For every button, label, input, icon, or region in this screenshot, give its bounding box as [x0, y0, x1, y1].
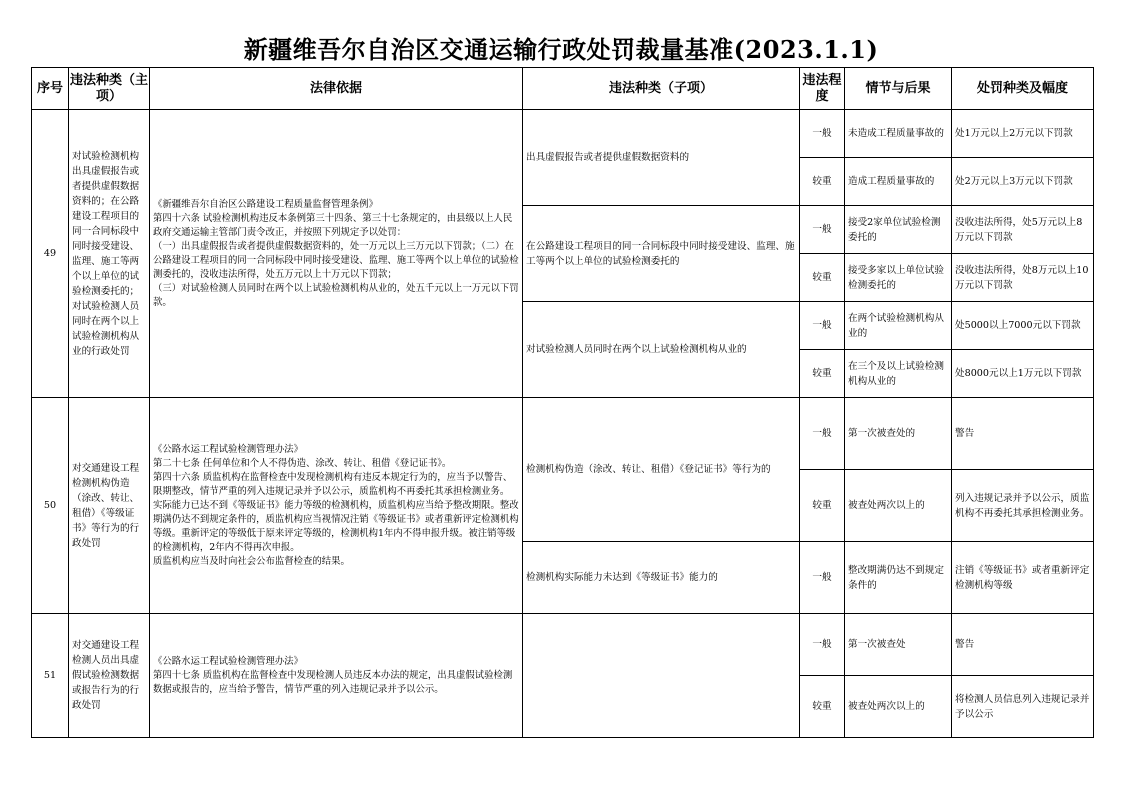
sub-type-cell: 检测机构实际能力未达到《等级证书》能力的 [523, 542, 800, 614]
degree-cell: 一般 [800, 614, 845, 676]
header-degree: 违法程度 [800, 68, 845, 110]
penalty-cell: 处1万元以上2万元以下罚款 [952, 110, 1094, 158]
degree-cell: 较重 [800, 470, 845, 542]
sub-type-cell [523, 614, 800, 738]
degree-cell: 一般 [800, 398, 845, 470]
penalty-cell: 没收违法所得，处8万元以上10万元以下罚款 [952, 254, 1094, 302]
penalty-cell: 处2万元以上3万元以下罚款 [952, 158, 1094, 206]
circumstance-cell: 整改期满仍达不到规定条件的 [845, 542, 952, 614]
legal-basis-cell: 《公路水运工程试验检测管理办法》 第四十七条 质监机构在监督检查中发现检测人员违反本办法的规定，出具虚假试验检测数据或报告的，应当给予警告，情节严重的列入违规记录并予以公示。 [150, 614, 523, 738]
circumstance-cell: 第一次被查处的 [845, 398, 952, 470]
circumstance-cell: 未造成工程质量事故的 [845, 110, 952, 158]
table-row [32, 110, 1094, 158]
penalty-cell: 处8000元以上1万元以下罚款 [952, 350, 1094, 398]
penalty-cell: 处5000以上7000元以下罚款 [952, 302, 1094, 350]
penalty-table [31, 67, 1094, 738]
table-row [32, 398, 1094, 470]
penalty-cell: 注销《等级证书》或者重新评定检测机构等级 [952, 542, 1094, 614]
circumstance-cell: 在两个试验检测机构从业的 [845, 302, 952, 350]
page-title: 新疆维吾尔自治区交通运输行政处罚裁量基准(2023.1.1) [243, 35, 879, 64]
circumstance-cell: 造成工程质量事故的 [845, 158, 952, 206]
legal-basis-cell: 《新疆维吾尔自治区公路建设工程质量监督管理条例》 第四十六条 试验检测机构违反本条例第三十四条、第三十七条规定的，由县级以上人民政府交通运输主管部门责令改正，并按照下列规定予以处罚： （一）出具虚假报告或者提供虚假数据资料的，处一万元以上三万元以下罚款；（二）在公路建设工程项目的同一合同标段中同时接受建设、监理、施工等两个以上单位的试验检测委托的，没收违法所得，处五万元以上十万元以下罚款； （三）对试验检测人员同时在两个以上试验检测机构从业的，处五千元以上一万元以下罚款。 [150, 110, 523, 398]
penalty-cell: 警告 [952, 614, 1094, 676]
degree-cell: 较重 [800, 158, 845, 206]
header-sub-type: 违法种类（子项） [523, 68, 800, 110]
header-penalty: 处罚种类及幅度 [952, 68, 1094, 110]
header-circumstances: 情节与后果 [845, 68, 952, 110]
sub-type-cell: 对试验检测人员同时在两个以上试验检测机构从业的 [523, 302, 800, 398]
circumstance-cell: 接受2家单位试验检测委托的 [845, 206, 952, 254]
degree-cell: 一般 [800, 302, 845, 350]
header-no: 序号 [32, 68, 69, 110]
row-number: 50 [32, 398, 69, 614]
main-type-cell: 对试验检测机构出具虚假报告或者提供虚假数据资料的；在公路建设工程项目的同一合同标段中同时接受建设、监理、施工等两个以上单位的试验检测委托的；对试验检测人员同时在两个以上试验检测机构从业的行政处罚 [69, 110, 150, 398]
row-number: 49 [32, 110, 69, 398]
sub-type-cell: 出具虚假报告或者提供虚假数据资料的 [523, 110, 800, 206]
degree-cell: 较重 [800, 676, 845, 738]
penalty-cell: 列入违规记录并予以公示，质监机构不再委托其承担检测业务。 [952, 470, 1094, 542]
table-row [32, 614, 1094, 676]
penalty-cell: 没收违法所得，处5万元以上8万元以下罚款 [952, 206, 1094, 254]
main-type-cell: 对交通建设工程检测人员出具虚假试验检测数据或报告行为的行政处罚 [69, 614, 150, 738]
penalty-cell: 将检测人员信息列入违规记录并予以公示 [952, 676, 1094, 738]
row-number: 51 [32, 614, 69, 738]
sub-type-cell: 在公路建设工程项目的同一合同标段中同时接受建设、监理、施工等两个以上单位的试验检测委托的 [523, 206, 800, 302]
header-legal-basis: 法律依据 [150, 68, 523, 110]
legal-basis-cell: 《公路水运工程试验检测管理办法》 第二十七条 任何单位和个人不得伪造、涂改、转让、租借《登记证书》。 第四十六条 质监机构在监督检查中发现检测机构有违反本规定行为的，应当予以警告、限期整改，情节严重的列入违规记录并予以公示，质监机构不再委托其承担检测业务。 实际能力已达不到《等级证书》能力等级的检测机构，质监机构应当给予整改期限。整改期满仍达不到规定条件的，质监机构应当视情况注销《等级证书》或者重新评定检测机构等级。重新评定的等级低于原来评定等级的，检测机构1年内不得申报升级。被注销等级的检测机构，2年内不得再次申报。 质监机构应当及时向社会公布监督检查的结果。 [150, 398, 523, 614]
header-main-type: 违法种类（主项） [69, 68, 150, 110]
penalty-cell: 警告 [952, 398, 1094, 470]
circumstance-cell: 被查处两次以上的 [845, 676, 952, 738]
degree-cell: 一般 [800, 110, 845, 158]
degree-cell: 一般 [800, 542, 845, 614]
main-type-cell: 对交通建设工程检测机构伪造（涂改、转让、租借）《等级证书》等行为的行政处罚 [69, 398, 150, 614]
circumstance-cell: 在三个及以上试验检测机构从业的 [845, 350, 952, 398]
circumstance-cell: 被查处两次以上的 [845, 470, 952, 542]
circumstance-cell: 第一次被查处 [845, 614, 952, 676]
degree-cell: 较重 [800, 350, 845, 398]
degree-cell: 一般 [800, 206, 845, 254]
header-row [32, 68, 1094, 110]
circumstance-cell: 接受多家以上单位试验检测委托的 [845, 254, 952, 302]
degree-cell: 较重 [800, 254, 845, 302]
sub-type-cell: 检测机构伪造（涂改、转让、租借）《登记证书》等行为的 [523, 398, 800, 542]
